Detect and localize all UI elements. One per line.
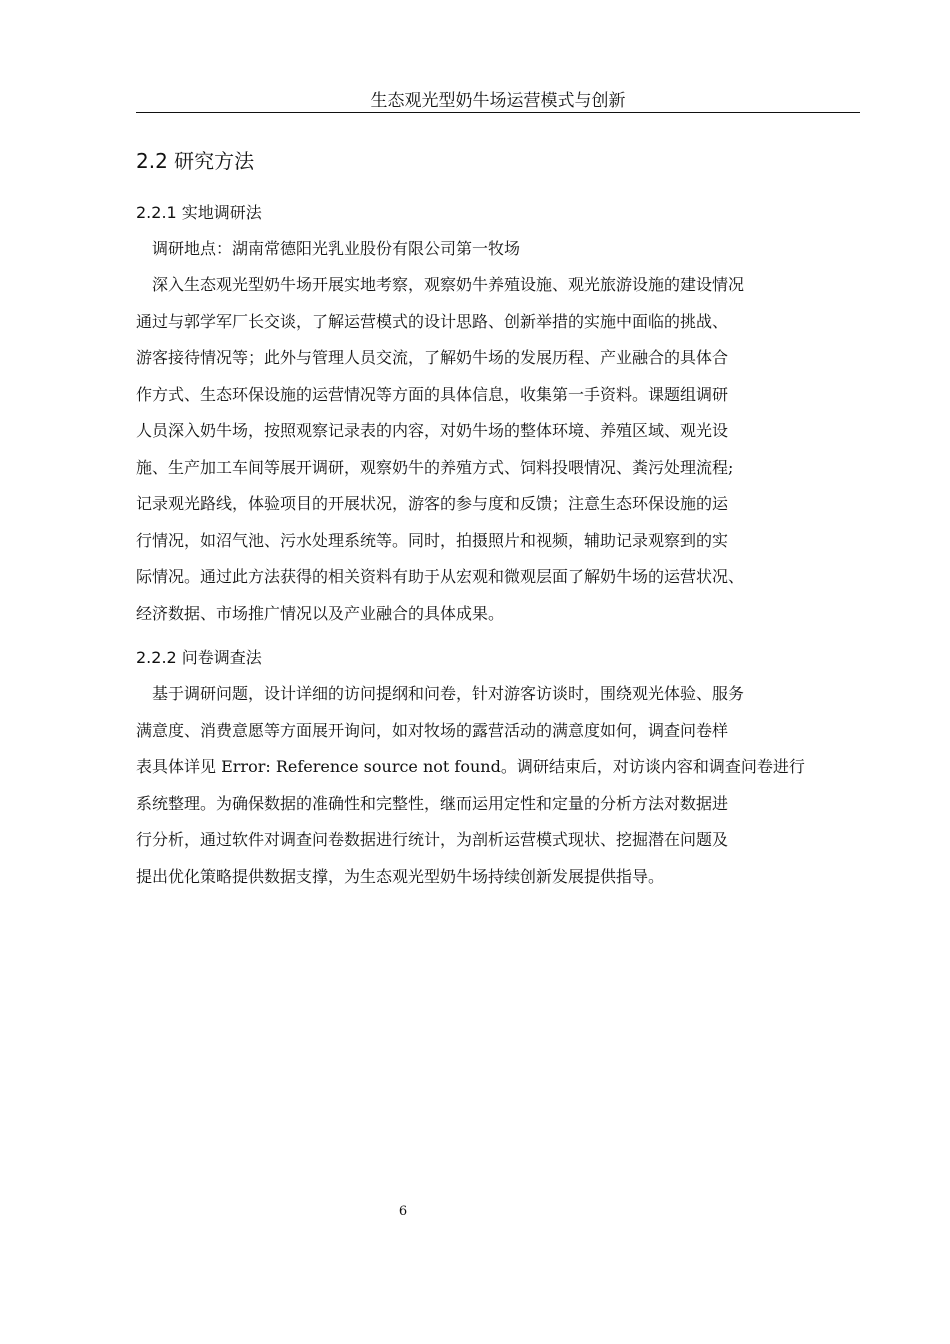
paragraph-line: 表具体详见 Error: Reference source not found。调研结束后，对访谈内容和调查问卷进行 xyxy=(136,757,805,776)
paragraph-line: 通过与郭学军厂长交谈，了解运营模式的设计思路、创新举措的实施中面临的挑战、 xyxy=(136,311,729,331)
paragraph-line: 经济数据、市场推广情况以及产业融合的具体成果。 xyxy=(136,603,505,623)
paragraph-line: 行分析，通过软件对调查问卷数据进行统计，为剖析运营模式现状、挖掘潜在问题及 xyxy=(136,830,729,849)
location-text: 调研地点：湖南常德阳光乳业股份有限公司第一牧场 xyxy=(152,239,521,258)
paragraph-line: 施、生产加工车间等展开调研，观察奶牛的养殖方式、饲料投喂情况、粪污处理流程; xyxy=(136,457,734,477)
questionnaire-paragraph xyxy=(136,676,860,895)
section-heading: 2.2 研究方法 xyxy=(136,149,255,173)
paragraph-line: 基于调研问题，设计详细的访问提纲和问卷，针对游客访谈时，围绕观光体验、服务 xyxy=(152,684,745,703)
paragraph-line: 系统整理。为确保数据的准确性和完整性，继而运用定性和定量的分析方法对数据进 xyxy=(136,793,729,813)
paragraph-line: 行情况，如沼气池、污水处理系统等。同时，拍摄照片和视频，辅助记录观察到的实 xyxy=(136,530,729,550)
header-rule xyxy=(136,112,860,113)
paragraph-line: 满意度、消费意愿等方面展开询问，如对牧场的露营活动的满意度如何，调查问卷样 xyxy=(136,720,729,740)
field-research-paragraph xyxy=(136,267,860,632)
paragraph-line: 记录观光路线，体验项目的开展状况，游客的参与度和反馈；注意生态环保设施的运 xyxy=(136,494,729,513)
page-number: 6 xyxy=(398,1204,408,1219)
subsection-heading-field-research: 2.2.1 实地调研法 xyxy=(136,203,262,222)
paragraph-line: 际情况。通过此方法获得的相关资料有助于从宏观和微观层面了解奶牛场的运营状况、 xyxy=(136,567,745,586)
paragraph-line: 作方式、生态环保设施的运营情况等方面的具体信息，收集第一手资料。课题组调研 xyxy=(136,384,729,404)
paragraph-line: 提出优化策略提供数据支撑，为生态观光型奶牛场持续创新发展提供指导。 xyxy=(136,866,665,886)
subsection-heading-questionnaire: 2.2.2 问卷调查法 xyxy=(136,648,262,667)
research-location-line xyxy=(136,231,860,268)
running-header-title: 生态观光型奶牛场运营模式与创新 xyxy=(370,91,626,111)
paragraph-line: 游客接待情况等；此外与管理人员交流，了解奶牛场的发展历程、产业融合的具体合 xyxy=(136,348,729,367)
paragraph-line: 人员深入奶牛场，按照观察记录表的内容，对奶牛场的整体环境、养殖区域、观光设 xyxy=(136,421,729,440)
paragraph-line: 深入生态观光型奶牛场开展实地考察，观察奶牛养殖设施、观光旅游设施的建设情况 xyxy=(152,275,745,294)
